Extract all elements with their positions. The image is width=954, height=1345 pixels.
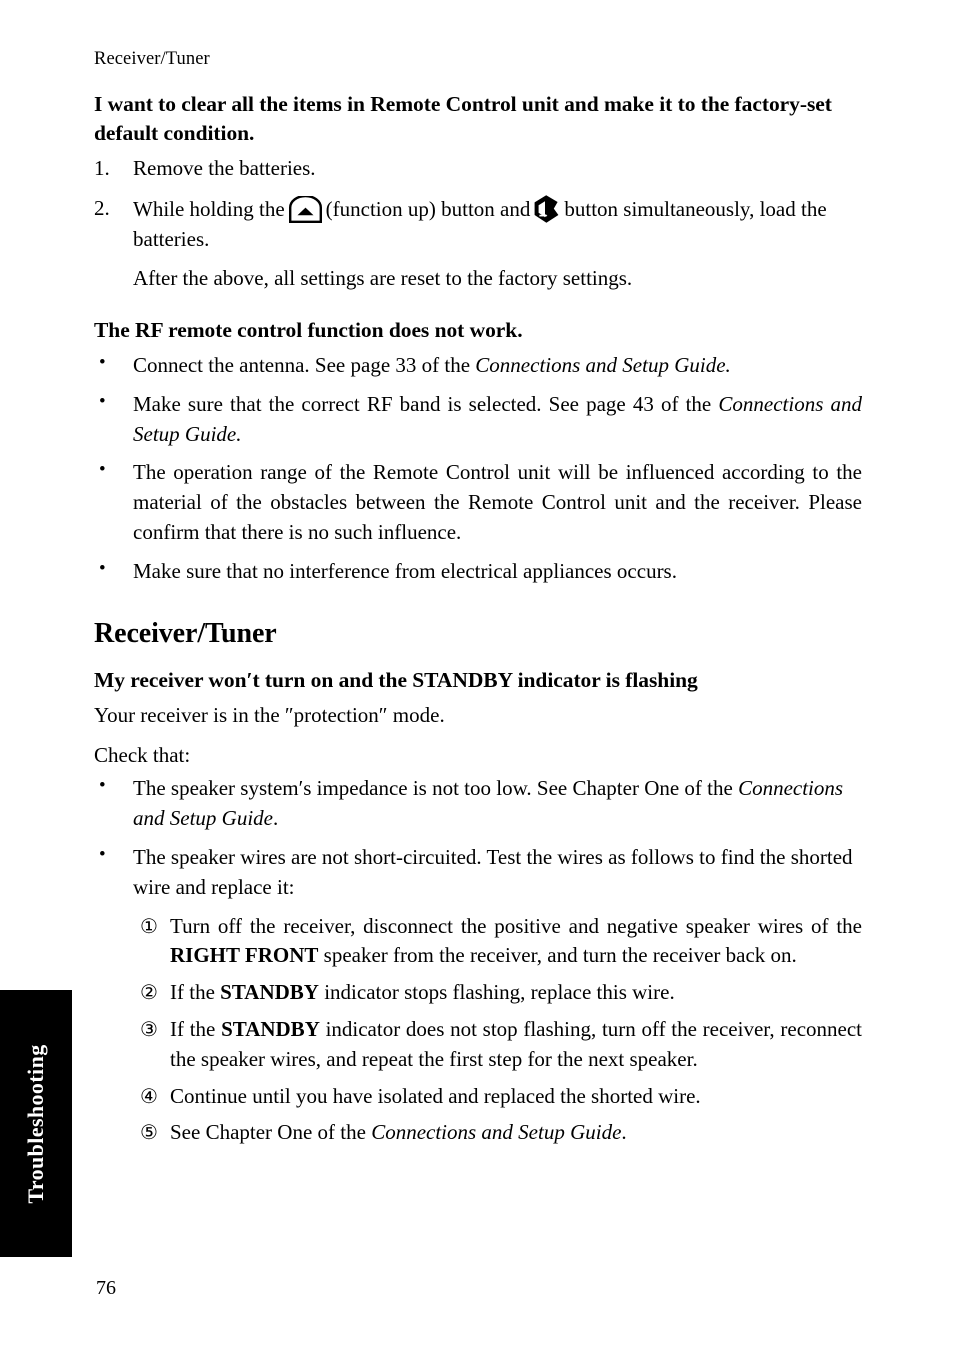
muting-button-icon bbox=[532, 194, 560, 224]
rf-bullet-list bbox=[94, 351, 862, 587]
bullet-text-plain: Make sure that no interference from electrical appliances occurs. bbox=[133, 558, 677, 583]
question-heading-rf-remote: The RF remote control function does not work. bbox=[94, 317, 523, 342]
bullet-icon: • bbox=[99, 351, 106, 373]
side-tab-troubleshooting bbox=[0, 990, 72, 1257]
list-item bbox=[140, 1118, 862, 1148]
circled-step-text-plain-tail: indicator stops flashing, replace this wire. bbox=[318, 980, 675, 1005]
list-item bbox=[140, 1015, 862, 1075]
bullet-text-italic: Connections and Setup Guide. bbox=[133, 391, 862, 446]
bullet-text-plain: Make sure that the correct RF band is selected. See page 43 of the bbox=[133, 391, 719, 416]
step-2 bbox=[94, 194, 862, 293]
remote-reset-steps bbox=[94, 154, 862, 293]
question-heading-standby-flashing: My receiver won′t turn on and the STANDBY indicator is flashing bbox=[94, 668, 698, 693]
list-item bbox=[94, 557, 862, 587]
function-up-button-icon bbox=[288, 196, 323, 223]
bullet-icon: • bbox=[99, 775, 106, 797]
circled-step-text-plain: Continue until you have isolated and replaced the shorted wire. bbox=[170, 1083, 701, 1108]
step-1-text: Remove the batteries. bbox=[133, 156, 316, 181]
question-heading-remote-reset: I want to clear all the items in Remote Control unit and make it to the factory-set default condition. bbox=[94, 92, 832, 146]
page-content bbox=[94, 90, 862, 1155]
check-that-paragraph: Check that: bbox=[94, 742, 191, 767]
section-title-receiver-tuner: Receiver/Tuner bbox=[94, 617, 277, 649]
circled-step-text-plain: If the bbox=[170, 980, 221, 1005]
bullet-text-italic: Connections and Setup Guide bbox=[133, 776, 844, 831]
circled-step-text-plain: Turn off the receiver, disconnect the positive and negative speaker wires of the bbox=[170, 913, 862, 938]
step-1-marker: 1. bbox=[94, 156, 110, 181]
circled-step-text-bold: RIGHT FRONT bbox=[170, 943, 319, 968]
step-1 bbox=[94, 154, 862, 184]
step-2-marker: 2. bbox=[94, 196, 110, 221]
list-item bbox=[94, 843, 862, 903]
step-2-text-before-function-up-icon: While holding the bbox=[133, 197, 285, 222]
circled-number-icon: ② bbox=[140, 980, 158, 1005]
running-header: Receiver/Tuner bbox=[94, 49, 210, 69]
circled-number-icon: ① bbox=[140, 913, 158, 938]
circled-step-text-plain-tail: . bbox=[621, 1120, 627, 1145]
step-2-text-after-function-up-icon: (function up) button and bbox=[325, 197, 531, 222]
bullet-icon: • bbox=[99, 390, 106, 412]
page-number: 76 bbox=[96, 1277, 116, 1299]
circled-step-text-bold: STANDBY bbox=[221, 1016, 320, 1041]
list-item bbox=[140, 912, 862, 972]
circled-number-icon: ③ bbox=[140, 1016, 158, 1041]
receiver-bullet-list bbox=[94, 774, 862, 902]
speaker-test-circled-steps bbox=[94, 912, 862, 1149]
list-item bbox=[94, 774, 862, 834]
bullet-icon: • bbox=[99, 459, 106, 481]
circled-number-icon: ④ bbox=[140, 1083, 158, 1108]
step-2-note: After the above, all settings are reset to the factory settings. bbox=[133, 265, 633, 290]
circled-step-text-italic: Connections and Setup Guide bbox=[371, 1120, 622, 1145]
list-item bbox=[94, 390, 862, 450]
bullet-text-plain: Connect the antenna. See page 33 of the bbox=[133, 352, 476, 377]
step-2-text-after-muting-icon: button simultaneously, load the batteries. bbox=[133, 197, 827, 252]
protection-mode-paragraph: Your receiver is in the ″protection″ mode. bbox=[94, 703, 445, 728]
bullet-text-plain: The speaker system′s impedance is not too low. See Chapter One of the bbox=[133, 776, 739, 801]
list-item bbox=[140, 1082, 862, 1112]
circled-step-text-plain: See Chapter One of the bbox=[170, 1120, 372, 1145]
side-tab-label: Troubleshooting bbox=[23, 1043, 48, 1204]
bullet-text-italic: Connections and Setup Guide. bbox=[475, 352, 731, 377]
bullet-text-plain: The operation range of the Remote Control unit will be influenced according to the material of the obstacles between the Remote Control unit and the receiver. Please confirm that there is no such influence. bbox=[133, 460, 862, 545]
bullet-text-plain-tail: . bbox=[272, 806, 279, 831]
circled-number-icon: ⑤ bbox=[140, 1120, 158, 1145]
list-item bbox=[140, 978, 862, 1008]
list-item bbox=[94, 351, 862, 381]
circled-step-text-bold: STANDBY bbox=[220, 980, 319, 1005]
circled-step-text-plain-tail: indicator does not stop flashing, turn off the receiver, reconnect the speaker wires, and repeat the first step for the next speaker. bbox=[170, 1016, 862, 1071]
bullet-text-plain: The speaker wires are not short-circuited. Test the wires as follows to find the shorted wire and replace it: bbox=[133, 844, 853, 899]
circled-step-text-plain: If the bbox=[170, 1016, 222, 1041]
circled-step-text-plain-tail: speaker from the receiver, and turn the receiver back on. bbox=[318, 943, 797, 968]
bullet-icon: • bbox=[99, 843, 106, 865]
list-item bbox=[94, 458, 862, 547]
bullet-icon: • bbox=[99, 557, 106, 579]
